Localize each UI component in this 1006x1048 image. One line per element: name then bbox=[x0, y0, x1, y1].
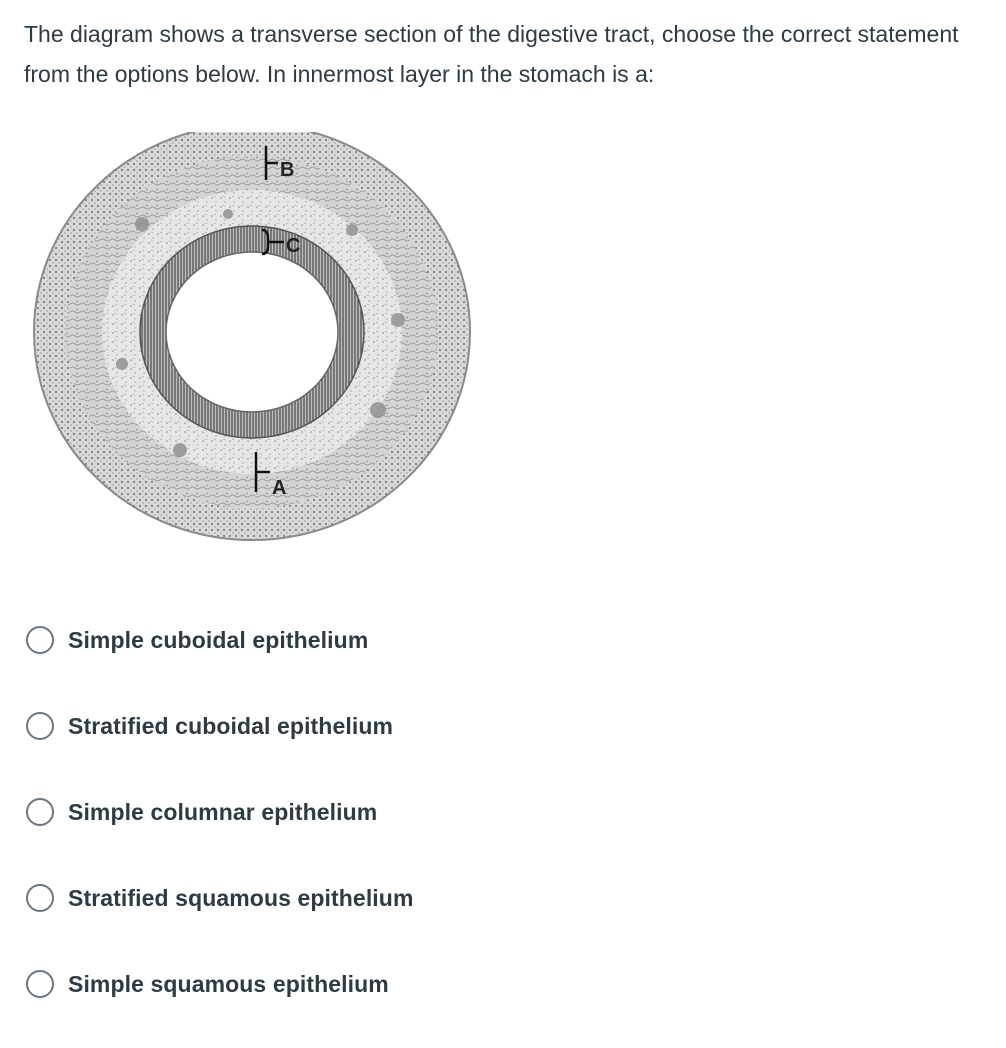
radio-button[interactable] bbox=[26, 884, 54, 912]
label-c: C bbox=[286, 235, 301, 257]
digestive-tract-cross-section-diagram bbox=[30, 132, 490, 552]
answer-label: Stratified squamous epithelium bbox=[68, 884, 414, 911]
answer-label: Simple columnar epithelium bbox=[68, 798, 378, 825]
radio-button[interactable] bbox=[26, 970, 54, 998]
answer-label: Simple cuboidal epithelium bbox=[68, 626, 369, 653]
answer-option[interactable] bbox=[26, 618, 414, 662]
label-a: A bbox=[272, 477, 287, 499]
answer-option[interactable] bbox=[26, 790, 414, 834]
answer-option[interactable] bbox=[26, 962, 414, 1006]
radio-button[interactable] bbox=[26, 798, 54, 826]
label-b: B bbox=[280, 159, 295, 181]
lumen bbox=[166, 252, 338, 412]
answer-option[interactable] bbox=[26, 876, 414, 920]
radio-button[interactable] bbox=[26, 626, 54, 654]
answer-label: Simple squamous epithelium bbox=[68, 970, 389, 997]
question-text: The diagram shows a transverse section of the digestive tract, choose the correct statement from the options below. In innermost layer in the stomach is a: bbox=[24, 21, 959, 87]
radio-button[interactable] bbox=[26, 712, 54, 740]
answer-option[interactable] bbox=[26, 704, 414, 748]
answer-label: Stratified cuboidal epithelium bbox=[68, 712, 394, 739]
answer-options bbox=[26, 618, 414, 1048]
